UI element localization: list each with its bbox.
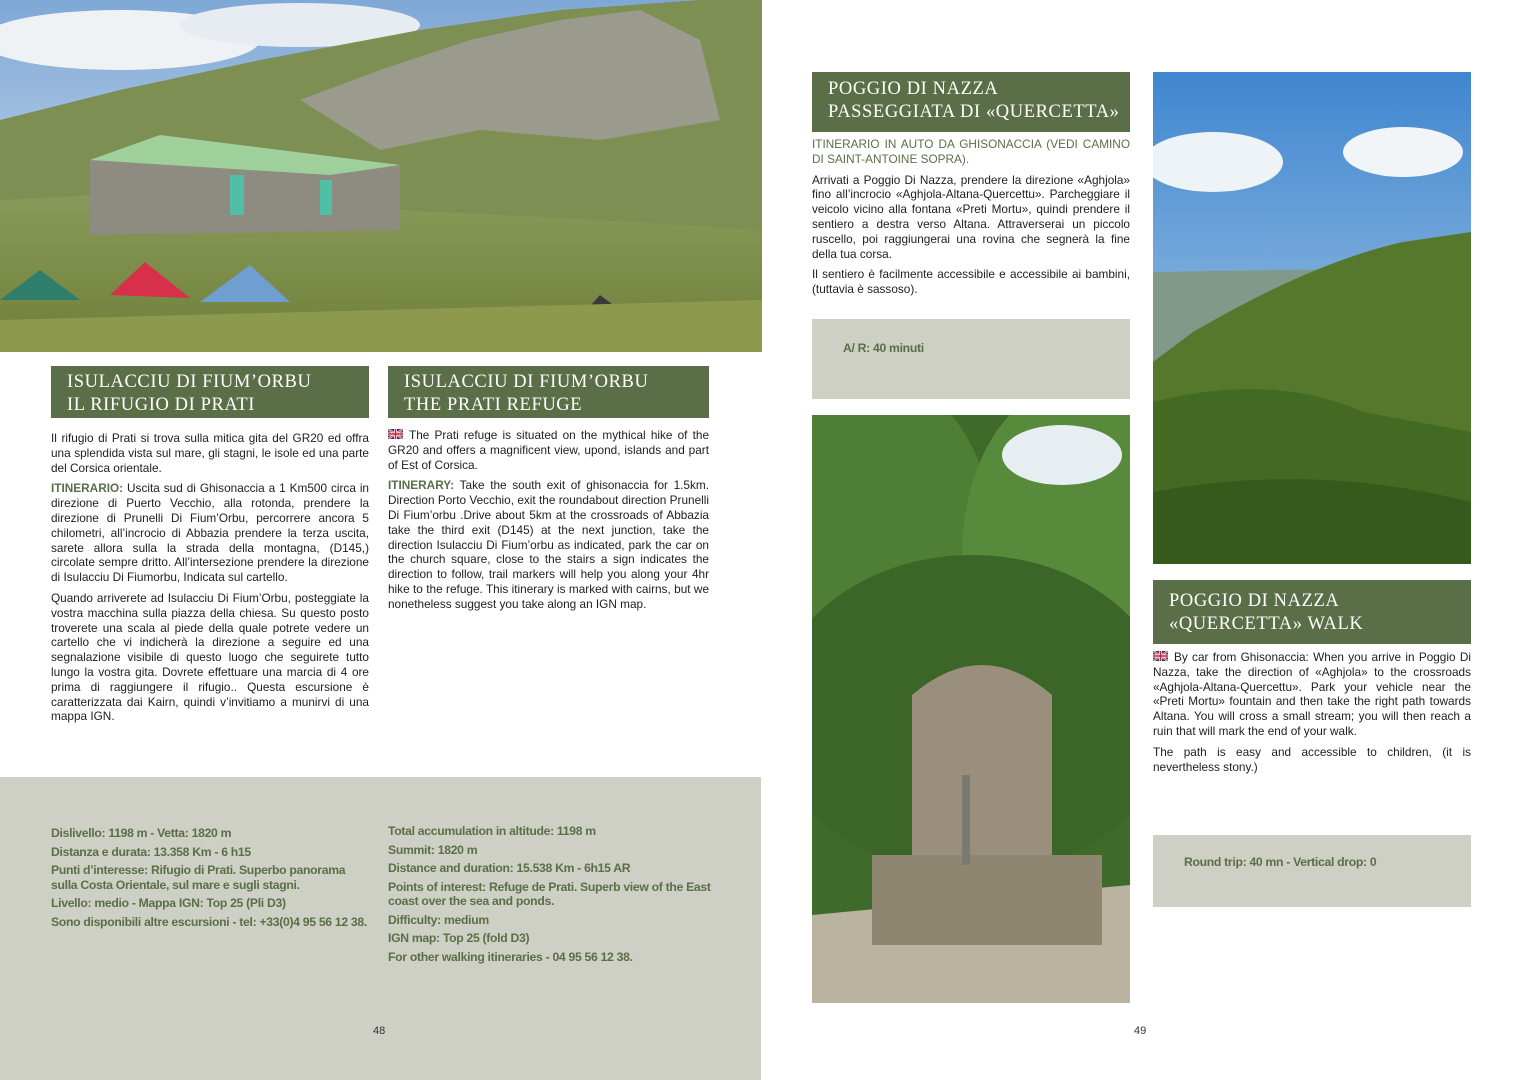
- subtitle: ITINERARIO IN AUTO DA GHISONACCIA (VEDI CAMINO DI SAINT-ANTOINE SOPRA).: [812, 137, 1130, 166]
- info-list-it: [51, 826, 373, 933]
- paragraph: [388, 428, 709, 472]
- paragraph: Il rifugio di Prati si trova sulla mitica gita del GR20 ed offra una splendida vista sul mare, gli stagni, le isole ed una parte del Corsica orientale.: [51, 431, 369, 475]
- info-line: Sono disponibili altre escursioni - tel: +33(0)4 95 56 12 38.: [51, 914, 367, 929]
- heading-quercetta-en: [1153, 580, 1471, 644]
- english-quercetta-text: [1153, 650, 1471, 780]
- itinerary-label: ITINERARY:: [388, 478, 455, 493]
- heading-line: POGGIO DI NAZZA: [1169, 591, 1340, 611]
- refuge-photo: [0, 0, 762, 352]
- paragraph: [1153, 650, 1471, 739]
- paragraph: [51, 481, 369, 585]
- paragraph: Il sentiero è facilmente accessibile e accessibile ai bambini, (tuttavia è sassoso).: [812, 267, 1130, 297]
- info-line: Livello: medio - Mappa IGN: Top 25 (Pli D3): [51, 896, 286, 910]
- fountain-photo: [812, 415, 1130, 1003]
- italian-description: [51, 431, 369, 730]
- info-box-en-right: [1153, 835, 1471, 907]
- heading-refuge-it: [51, 366, 369, 418]
- heading-line: THE PRATI REFUGE: [404, 395, 583, 415]
- heading-line: PASSEGGIATA DI «QUERCETTA»: [828, 102, 1120, 122]
- heading-line: ISULACCIU DI FIUM’ORBU: [404, 372, 649, 392]
- paragraph: Arrivati a Poggio Di Nazza, prendere la direzione «Aghjola» fino all’incrocio «Aghjola-Altana-Quercettu». Parcheggiare il veicolo vicino alla fontana «Preti Mortu», quindi prendere il sentiero a destra verso Altana. Attraverserai un piccolo ruscello, poi raggiungerai una rovina che segnerà la fine della tua corsa.: [812, 172, 1130, 261]
- english-description: [388, 428, 709, 618]
- paragraph-text: The Prati refuge is situated on the mythical hike of the GR20 and offers a magnificent view, upond, islands and part of Est of Corsica.: [388, 428, 709, 472]
- heading-refuge-en: [388, 366, 709, 418]
- info-line: A/ R: 40 minuti: [843, 341, 924, 355]
- info-line: Punti d’interesse: Rifugio di Prati. Superbo panorama sulla Costa Orientale, sul mare e sugli stagni.: [51, 863, 346, 892]
- paragraph: The path is easy and accessible to children, (it is nevertheless stony.): [1153, 744, 1471, 774]
- paragraph: [388, 478, 709, 611]
- info-line: For other walking itineraries - 04 95 56 12 38.: [388, 949, 633, 964]
- uk-flag-icon: [1153, 651, 1168, 661]
- info-line: Points of interest: Refuge de Prati. Superb view of the East coast over the sea and ponds.: [388, 879, 711, 908]
- info-line: Round trip: 40 mn - Vertical drop: 0: [1184, 855, 1377, 869]
- info-line: Summit: 1820 m: [388, 842, 478, 857]
- heading-quercetta-it: [812, 72, 1130, 132]
- info-line: Total accumulation in altitude: 1198 m: [388, 824, 596, 838]
- info-line: Difficulty: medium: [388, 912, 489, 927]
- itinerary-text: Take the south exit of ghisonaccia for 1.5km. Direction Porto Vecchio, exit the roundabout direction Prunelli Di Fium’orbu .Drive about 5km at the crossroads of Abbazia take the third exit (D145) at the next junction, take the direction Isulacciu Di Fium’orbu as indicated, park the car on the church square, close to the stairs a sign indicates the direction to follow, trail markers will help you along your 4hr hike to the refuge. This itinerary is marked with cairns, but we nonetheless suggest you take along an IGN map.: [388, 478, 709, 611]
- info-list-en: [388, 824, 718, 968]
- info-line: Distanza e durata: 13.358 Km - 6 h15: [51, 844, 251, 859]
- info-box-it-right: [812, 319, 1130, 399]
- heading-line: POGGIO DI NAZZA: [828, 79, 999, 99]
- info-line: Distance and duration: 15.538 Km - 6h15 AR: [388, 861, 631, 875]
- info-line: IGN map: Top 25 (fold D3): [388, 931, 530, 945]
- itinerary-label: ITINERARIO:: [51, 481, 124, 496]
- uk-flag-icon: [388, 429, 403, 439]
- page-number-left: 48: [373, 1025, 386, 1037]
- heading-line: IL RIFUGIO DI PRATI: [67, 395, 255, 415]
- paragraph: Quando arriverete ad Isulacciu Di Fium’Orbu, posteggiate la vostra macchina sulla piazza della chiesa. Su questo posto troverete una scala al piede della quale potrete vedere un cartello che vi indicherà la direzione a seguire ed una segnalazione visibile di questo luogo che seguirete tutto lungo la vostra gita. Dovrete effettuare una marcia di 4 ore prima di raggiungere il rifugio.. Questa escursione è caratterizzata dai Kairn, quindi v’invitiamo a munirvi di una mappa IGN.: [51, 590, 369, 724]
- itinerary-text: Uscita sud di Ghisonaccia a 1 Km500 circa in direzione di Puerto Vecchio, alla rotonda, prendere la direzione di Prunelli Di Fium’Orbu, percorrere ancora 5 chilometri, all’incrocio di Abbazia prendere la terza uscita, sarete allora sulla la strada della montagna, (D145,) circolate sempre dritto. All’intersezione prendere la direzione di Isulacciu Di Fiumorbu, Indicata sul cartello.: [51, 481, 369, 585]
- page-number-right: 49: [1134, 1025, 1147, 1037]
- paragraph-text: By car from Ghisonaccia: When you arrive in Poggio Di Nazza, take the direction of «Aghjola» to the crossroads «Aghjola-Altana-Quercettu». Park your vehicle near the «Preti Mortu» fountain and then take the right path towards Altana. You will cross a small stream; you will then reach a ruin that will mark the end of your walk.: [1153, 650, 1471, 738]
- heading-line: «QUERCETTA» WALK: [1169, 614, 1364, 634]
- heading-line: ISULACCIU DI FIUM’ORBU: [67, 372, 312, 392]
- info-line: Dislivello: 1198 m - Vetta: 1820 m: [51, 826, 232, 840]
- italian-quercetta-text: [812, 137, 1130, 303]
- forest-photo: [1153, 72, 1471, 564]
